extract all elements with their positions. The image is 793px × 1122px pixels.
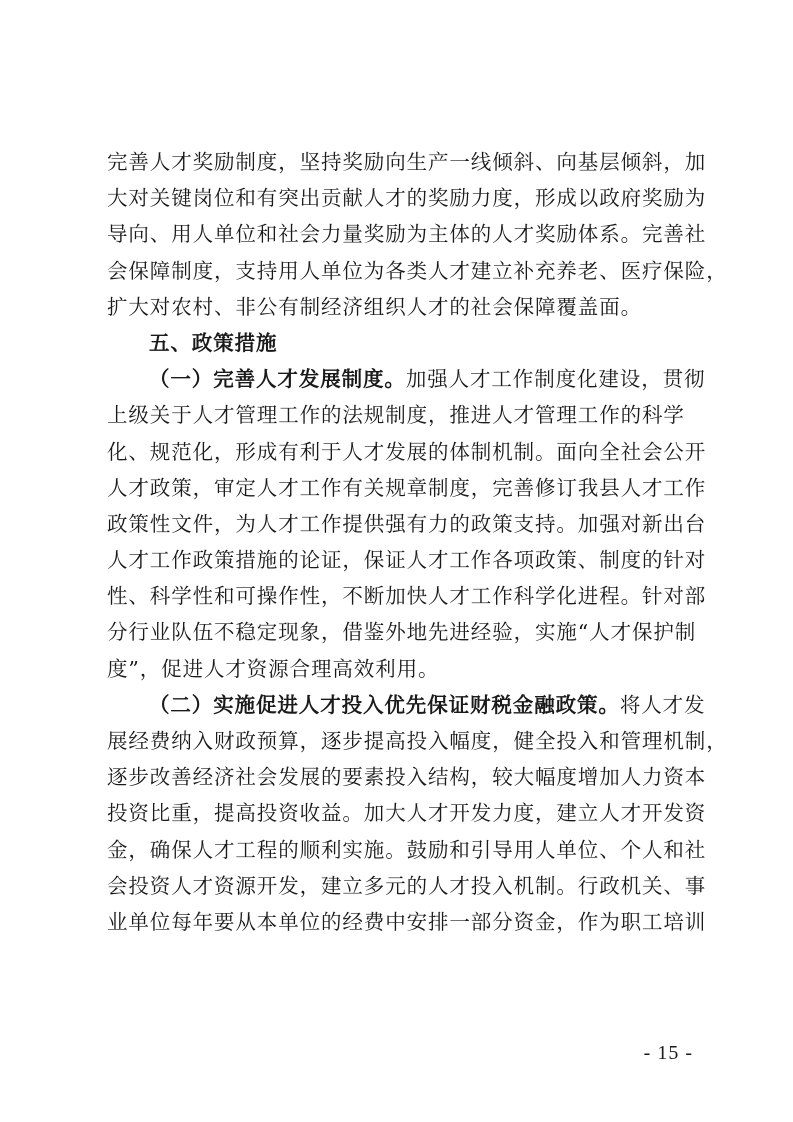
paragraph-first-line xyxy=(107,361,706,397)
text-line: 分行业队伍不稳定现象，借鉴外地先进经验，实施“人才保护制 xyxy=(107,620,697,645)
text-line: 扩大对农村、非公有制经济组织人才的社会保障覆盖面。 xyxy=(107,294,642,319)
section-heading: 五、政策措施 xyxy=(149,330,278,355)
text-line: 会保障制度，支持用人单位为各类人才建立补充养老、医疗保险， xyxy=(107,258,728,283)
document-body xyxy=(107,144,728,940)
text-line: 人才政策，审定人才工作有关规章制度，完善修订我县人才工作 xyxy=(107,475,707,500)
text-line: 展经费纳入财政预算，逐步提高投入幅度，健全投入和管理机制， xyxy=(107,729,728,753)
text-line: 大对关键岗位和有突出贡献人才的奖励力度，形成以政府奖励为 xyxy=(107,186,707,211)
paragraph-first-line xyxy=(107,687,706,723)
text-line: 人才工作政策措施的论证，保证人才工作各项政策、制度的针对 xyxy=(107,548,707,573)
text-line: 性、科学性和可操作性，不断加快人才工作科学化进程。针对部 xyxy=(107,584,707,609)
text-line: 导向、用人单位和社会力量奖励为主体的人才奖励体系。完善社 xyxy=(107,222,707,247)
paragraph-text: 加强人才工作制度化建设，贯彻 xyxy=(405,367,706,392)
text-line: 政策性文件，为人才工作提供强有力的政策支持。加强对新出台 xyxy=(107,511,707,536)
text-line: 完善人才奖励制度，坚持奖励向生产一线倾斜、向基层倾斜，加 xyxy=(107,150,707,174)
text-line: 投资比重，提高投资收益。加大人才开发力度，建立人才开发资 xyxy=(107,801,707,826)
paragraph-text: 将人才发 xyxy=(619,692,706,717)
text-line: 化、规范化，形成有利于人才发展的体制机制。面向全社会公开 xyxy=(107,439,707,464)
text-line: 金，确保人才工程的顺利实施。鼓励和引导用人单位、个人和社 xyxy=(107,837,707,862)
text-line: 会投资人才资源开发，建立多元的人才投入机制。行政机关、事 xyxy=(107,873,707,898)
text-line: 业单位每年要从本单位的经费中安排一部分资金，作为职工培训 xyxy=(107,909,707,934)
page-number: - 15 - xyxy=(643,1042,693,1064)
subsection-title: （二）实施促进人才投入优先保证财税金融政策。 xyxy=(149,692,620,717)
text-line: 逐步改善经济社会发展的要素投入结构，较大幅度增加人力资本 xyxy=(107,765,707,790)
text-line: 度”，促进人才资源合理高效利用。 xyxy=(107,656,440,681)
text-line: 上级关于人才管理工作的法规制度，推进人才管理工作的科学 xyxy=(107,403,685,428)
subsection-title: （一）完善人才发展制度。 xyxy=(149,367,406,392)
